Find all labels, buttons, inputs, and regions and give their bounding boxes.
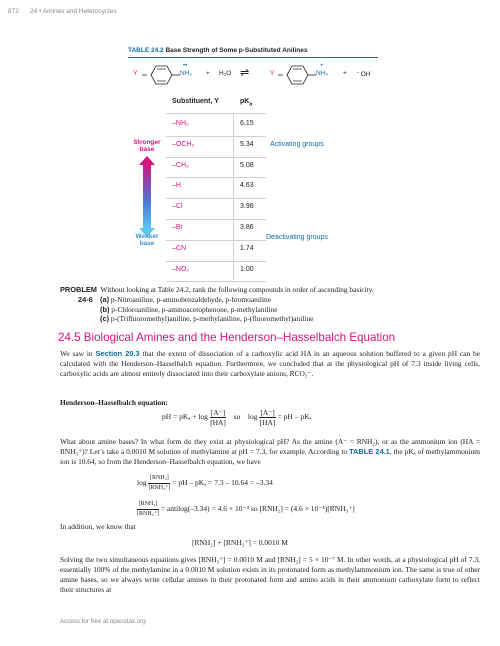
table-rule bbox=[166, 113, 266, 114]
paragraph-amines: What about amine bases? In what form do they exist at physiological pH? As the amine (A⁻ = RNH₂), or as the ammonium ion (HA = RNH₃⁺)? Let’s take a 0.0010 M solution of methylamine at pH = 7.3, for example. According to TABLE 24.1, the pKₐ of methylammonium ion is 10.64, so from the Henderson–Hasselbalch equation, we have bbox=[60, 437, 480, 466]
water: H₂O bbox=[219, 70, 232, 77]
problem-label: PROBLEM bbox=[60, 285, 97, 294]
problem-intro: PROBLEM Without looking at Table 24.2, rank the following compounds in order of ascending basicity. bbox=[60, 285, 374, 294]
problem-number: 24-6 bbox=[78, 295, 93, 304]
product-charge: + bbox=[320, 63, 324, 69]
benzene-ring-icon bbox=[142, 60, 180, 90]
substituent-cell: –CH₃ bbox=[172, 161, 189, 169]
table-divider bbox=[233, 113, 234, 280]
paragraph-intro: We saw in Section 20.3 that the extent of dissociation of a carboxylic acid HA in an aqueous solution buffered to a given pH can be calculated with the Henderson–Hasselbalch equation. Furthermore, we concluded that at the physiological pH of 7.3 inside living cells, carboxylic acids are almost entirely dissociated into their carboxylate anions, RCO₂⁻. bbox=[60, 349, 480, 378]
paragraph-conclusion: Solving the two simultaneous equations gives [RNH₃⁺] = 0.0010 M and [RNH₂] = 5 × 10⁻⁷ M. In other words, at a physiological pH of 7.3, essentially 100% of the methylamine in a 0.0010 M solution exists in its protonated form as methylammonium ion. The same is true of other amine bases, so we always write cellular amines in their protonated form and amino acids in their ammonium carboxylate form to reflect their structures at bbox=[60, 555, 480, 594]
reactant-nh2: NH₂ bbox=[180, 70, 192, 77]
substituent-cell: –OCH₃ bbox=[172, 140, 195, 148]
equation-antilog: $\frac{\text{[RNH₂]}}{\text{[RNH₃⁺]}}$ = antilog(–3.34) = 4.6 × 10⁻⁴ so [RNH₂] = (4.6 × 10⁻⁴)[RNH₃⁺] bbox=[137, 501, 355, 517]
product-y: Y bbox=[270, 70, 275, 77]
table-24-1-link[interactable]: TABLE 24.1 bbox=[349, 447, 390, 456]
pka-cell: 1.74 bbox=[240, 244, 254, 252]
table-caption-label: TABLE 24.2 bbox=[128, 47, 164, 54]
pka-cell: 4.63 bbox=[240, 182, 254, 190]
basicity-gradient-arrow bbox=[143, 163, 151, 229]
row-rule bbox=[166, 136, 266, 137]
stronger-base-label: Stronger base bbox=[133, 139, 161, 153]
substituent-cell: –NH₂ bbox=[172, 120, 189, 127]
substituent-cell: –NO₂ bbox=[172, 265, 190, 273]
row-rule bbox=[166, 157, 266, 158]
hh-label: Henderson–Hasselbalch equation: bbox=[60, 398, 168, 407]
row-rule bbox=[166, 261, 266, 262]
pka-cell: 5.34 bbox=[240, 140, 254, 148]
substituent-cell: –Br bbox=[172, 224, 183, 231]
substituent-cell: –CN bbox=[172, 244, 187, 252]
pka-cell: 6.15 bbox=[240, 120, 254, 127]
hydroxide: ⁻ OH bbox=[356, 71, 371, 78]
substituent-cell: –H bbox=[172, 182, 181, 190]
page-number: 872 bbox=[8, 8, 19, 15]
row-rule bbox=[166, 240, 266, 241]
row-rule bbox=[166, 281, 266, 282]
section-20-3-link[interactable]: Section 20.3 bbox=[95, 349, 140, 358]
pka-cell: 3.98 bbox=[240, 203, 254, 211]
row-rule bbox=[166, 198, 266, 199]
substituent-cell: –Cl bbox=[172, 203, 183, 211]
plus-sign: + bbox=[343, 70, 347, 77]
pka-cell: 1.00 bbox=[240, 265, 254, 273]
product-nh3: NH₃ bbox=[316, 70, 329, 77]
lone-pair: •• bbox=[183, 63, 188, 69]
table-caption bbox=[128, 47, 308, 54]
col-header-substituent: Substituent, Y bbox=[172, 98, 219, 105]
problem-part: (c) p-(Trifluoromethyl)aniline, p-methylaniline, p-(fluoromethyl)aniline bbox=[100, 314, 314, 324]
footer-link[interactable]: Access for free at openstax.org bbox=[60, 618, 146, 625]
deactivating-groups-label: Deactivating groups bbox=[266, 234, 328, 241]
col-header-pka: $pK_a$ bbox=[240, 98, 253, 108]
section-heading: 24.5 Biological Amines and the Henderson–Hasselbalch Equation bbox=[58, 331, 396, 344]
reactant-y: Y bbox=[133, 70, 138, 77]
weaker-base-label: Weaker base bbox=[135, 233, 159, 247]
plus-sign: + bbox=[206, 70, 210, 77]
hh-equation: pH = pKₐ + log $\frac{[A^-]}{[HA]}$ so log $\frac{[A^-]}{[HA]}$ = pH – pKₐ bbox=[162, 408, 312, 427]
activating-groups-label: Activating groups bbox=[270, 141, 324, 148]
table-caption-text: Base Strength of Some p-Substituted Anilines bbox=[163, 47, 308, 54]
equation-log: log $\frac{\text{[RNH₂]}}{\text{[RNH₃⁺]}}$ = pH – pKₐ = 7.3 – 10.64 = –3.34 bbox=[137, 475, 273, 491]
caption-rule bbox=[128, 57, 378, 58]
equilibrium-arrow-icon: ⇌ bbox=[240, 67, 250, 79]
pka-cell: 3.86 bbox=[240, 224, 254, 231]
problem-part: (b) p-Chloroaniline, p-aminoacetophenone, p-methylaniline bbox=[100, 304, 278, 314]
equation-sum: [RNH₂] + [RNH₃⁺] = 0.0010 M bbox=[192, 538, 288, 547]
paragraph-in-addition: In addition, we know that bbox=[60, 522, 136, 531]
pka-cell: 5.08 bbox=[240, 161, 254, 169]
row-rule bbox=[166, 177, 266, 178]
row-rule bbox=[166, 219, 266, 220]
running-head: 24 • Amines and Heterocycles bbox=[30, 8, 117, 15]
benzene-ring-icon bbox=[278, 60, 316, 90]
problem-part: (a) p-Nitroaniline, p-aminobenzaldehyde, p-bromoaniline bbox=[100, 295, 271, 304]
